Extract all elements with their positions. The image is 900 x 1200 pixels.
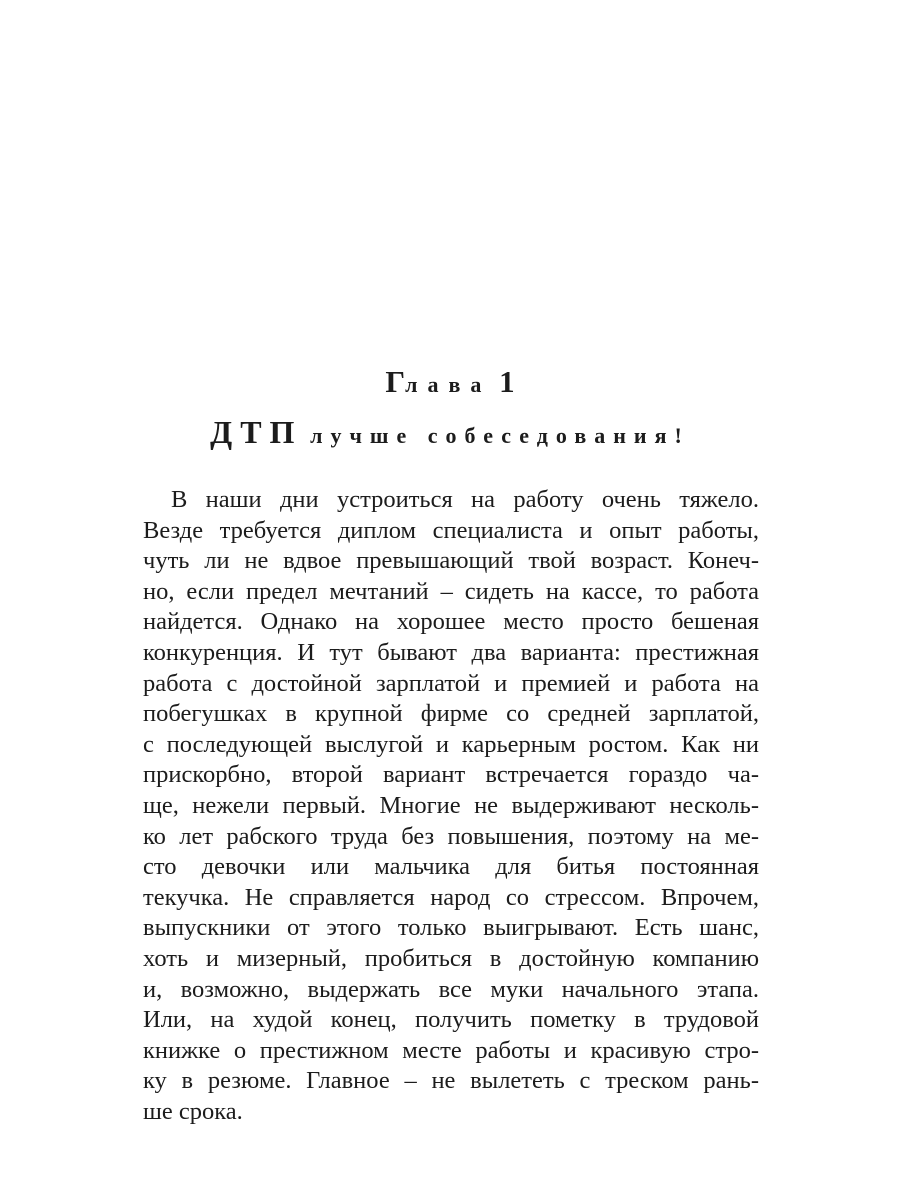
chapter-title-cap: ДТП [210,414,303,450]
body-line: ще, нежели первый. Многие не выдерживают несколь- [143,791,759,819]
body-line: найдется. Однако на хорошее место просто бешеная [143,608,759,636]
body-line: книжке о престижном месте работы и красивую стро- [143,1036,759,1064]
body-line: Или, на худой конец, получить пометку в трудовой [143,1006,759,1034]
body-line: сто девочки или мальчика для битья постоянная [143,853,759,881]
body-line: конкуренция. И тут бывают два варианта: престижная [143,638,759,666]
chapter-title-rest: лучше собеседования! [310,423,690,448]
body-line: текучка. Не справляется народ со стрессом. Впрочем, [143,883,759,911]
body-line: чуть ли не вдвое превышающий твой возраст. Конеч- [143,547,759,575]
chapter-title-heading [0,412,900,456]
body-line: В наши дни устроиться на работу очень тяжело. [171,486,759,513]
body-line: работа с достойной зарплатой и премией и работа на [143,669,759,697]
body-line: и, возможно, выдержать все муки начального этапа. [143,975,759,1003]
body-line: с последующей выслугой и карьерным ростом. Как ни [143,730,759,758]
body-line: ку в резюме. Главное – не вылететь с треском рань- [143,1067,759,1095]
body-line: но, если предел мечтаний – сидеть на кассе, то работа [143,577,759,605]
body-line: побегушках в крупной фирме со средней зарплатой, [143,700,759,728]
body-line: прискорбно, второй вариант встречается гораздо ча- [143,761,759,789]
chapter-number-rest: лава [405,372,492,397]
chapter-number-value: 1 [499,364,515,399]
body-line: хоть и мизерный, пробиться в достойную компанию [143,944,759,972]
chapter-number-cap: Г [385,364,406,399]
body-line: ко лет рабского труда без повышения, поэтому на ме- [143,822,759,850]
body-line: выпускники от этого только выигрывают. Есть шанс, [143,914,759,942]
chapter-number-heading [0,362,900,405]
chapter-body-paragraph [143,485,759,1127]
body-line: ше срока. [143,1097,243,1125]
body-line: Везде требуется диплом специалиста и опыт работы, [143,516,759,544]
